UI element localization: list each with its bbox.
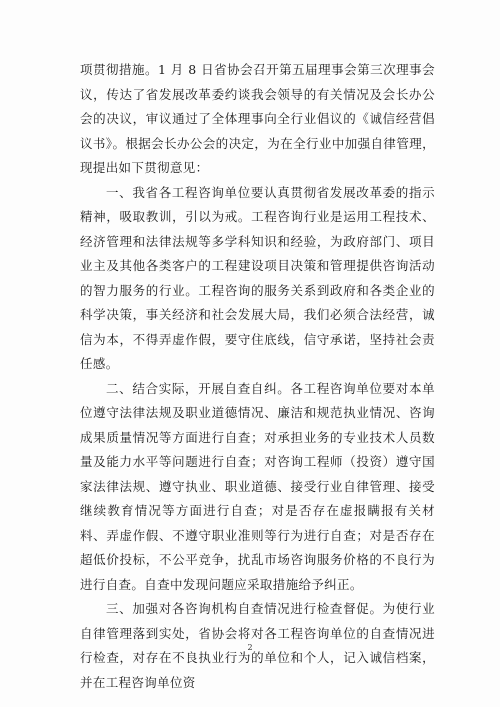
paragraph-item-2: 二、结合实际，开展自查自纠。各工程咨询单位要对本单位遵守法律法规及职业道德情况、廉洁和规范执业情况、咨询成果质量情况等方面进行自查；对承担业务的专业技术人员数量及能力水平等问题进行自查；对咨询工程师（投资）遵守国家法律法规、遵守执业、职业道德、接受行业自律管理、接受继续教育情况等方面进行自查；对是否存在虚报瞒报有关材料、弄虚作假、不遵守职业准则等行为进行自查；对是否存在超低价投标，不公平竞争，扰乱市场咨询服务价格的不良行为进行自查。自查中发现问题应采取措施给予纠正。 [80,380,435,592]
paragraph-item-3: 三、加强对各咨询机构自查情况进行检查督促。为使行业自律管理落到实处，省协会将对各工程咨询单位的自查情况进行检查，对存在不良执业行为的单位和个人，记入诚信档案，并在工程咨询单位资 [80,601,435,690]
page-number: 2 [247,643,253,652]
paragraph-item-1: 一、我省各工程咨询单位要认真贯彻省发展改革委的指示精神，吸取教训，引以为戒。工程咨询行业是运用工程技术、经济管理和法律法规等多学科知识和经验，为政府部门、项目业主及其他各类客户的工程建设项目决策和管理提供咨询活动的智力服务的行业。工程咨询的服务关系到政府和各类企业的科学决策，事关经济和社会发展大局，我们必须合法经营，诚信为本，不得弄虚作假，要守住底线，信守承诺，坚持社会责任感。 [80,184,435,371]
paragraph-continuation: 项贯彻措施。1 月 8 日省协会召开第五届理事会第三次理事会议，传达了省发展改革委约谈我会领导的有关情况及会长办公会的决议，审议通过了全体理事向全行业倡议的《诚信经营倡议书》。根据会长办公会的决定，为在全行业中加强自律管理，现提出如下贯彻意见： [80,62,435,175]
document-body [80,58,435,695]
